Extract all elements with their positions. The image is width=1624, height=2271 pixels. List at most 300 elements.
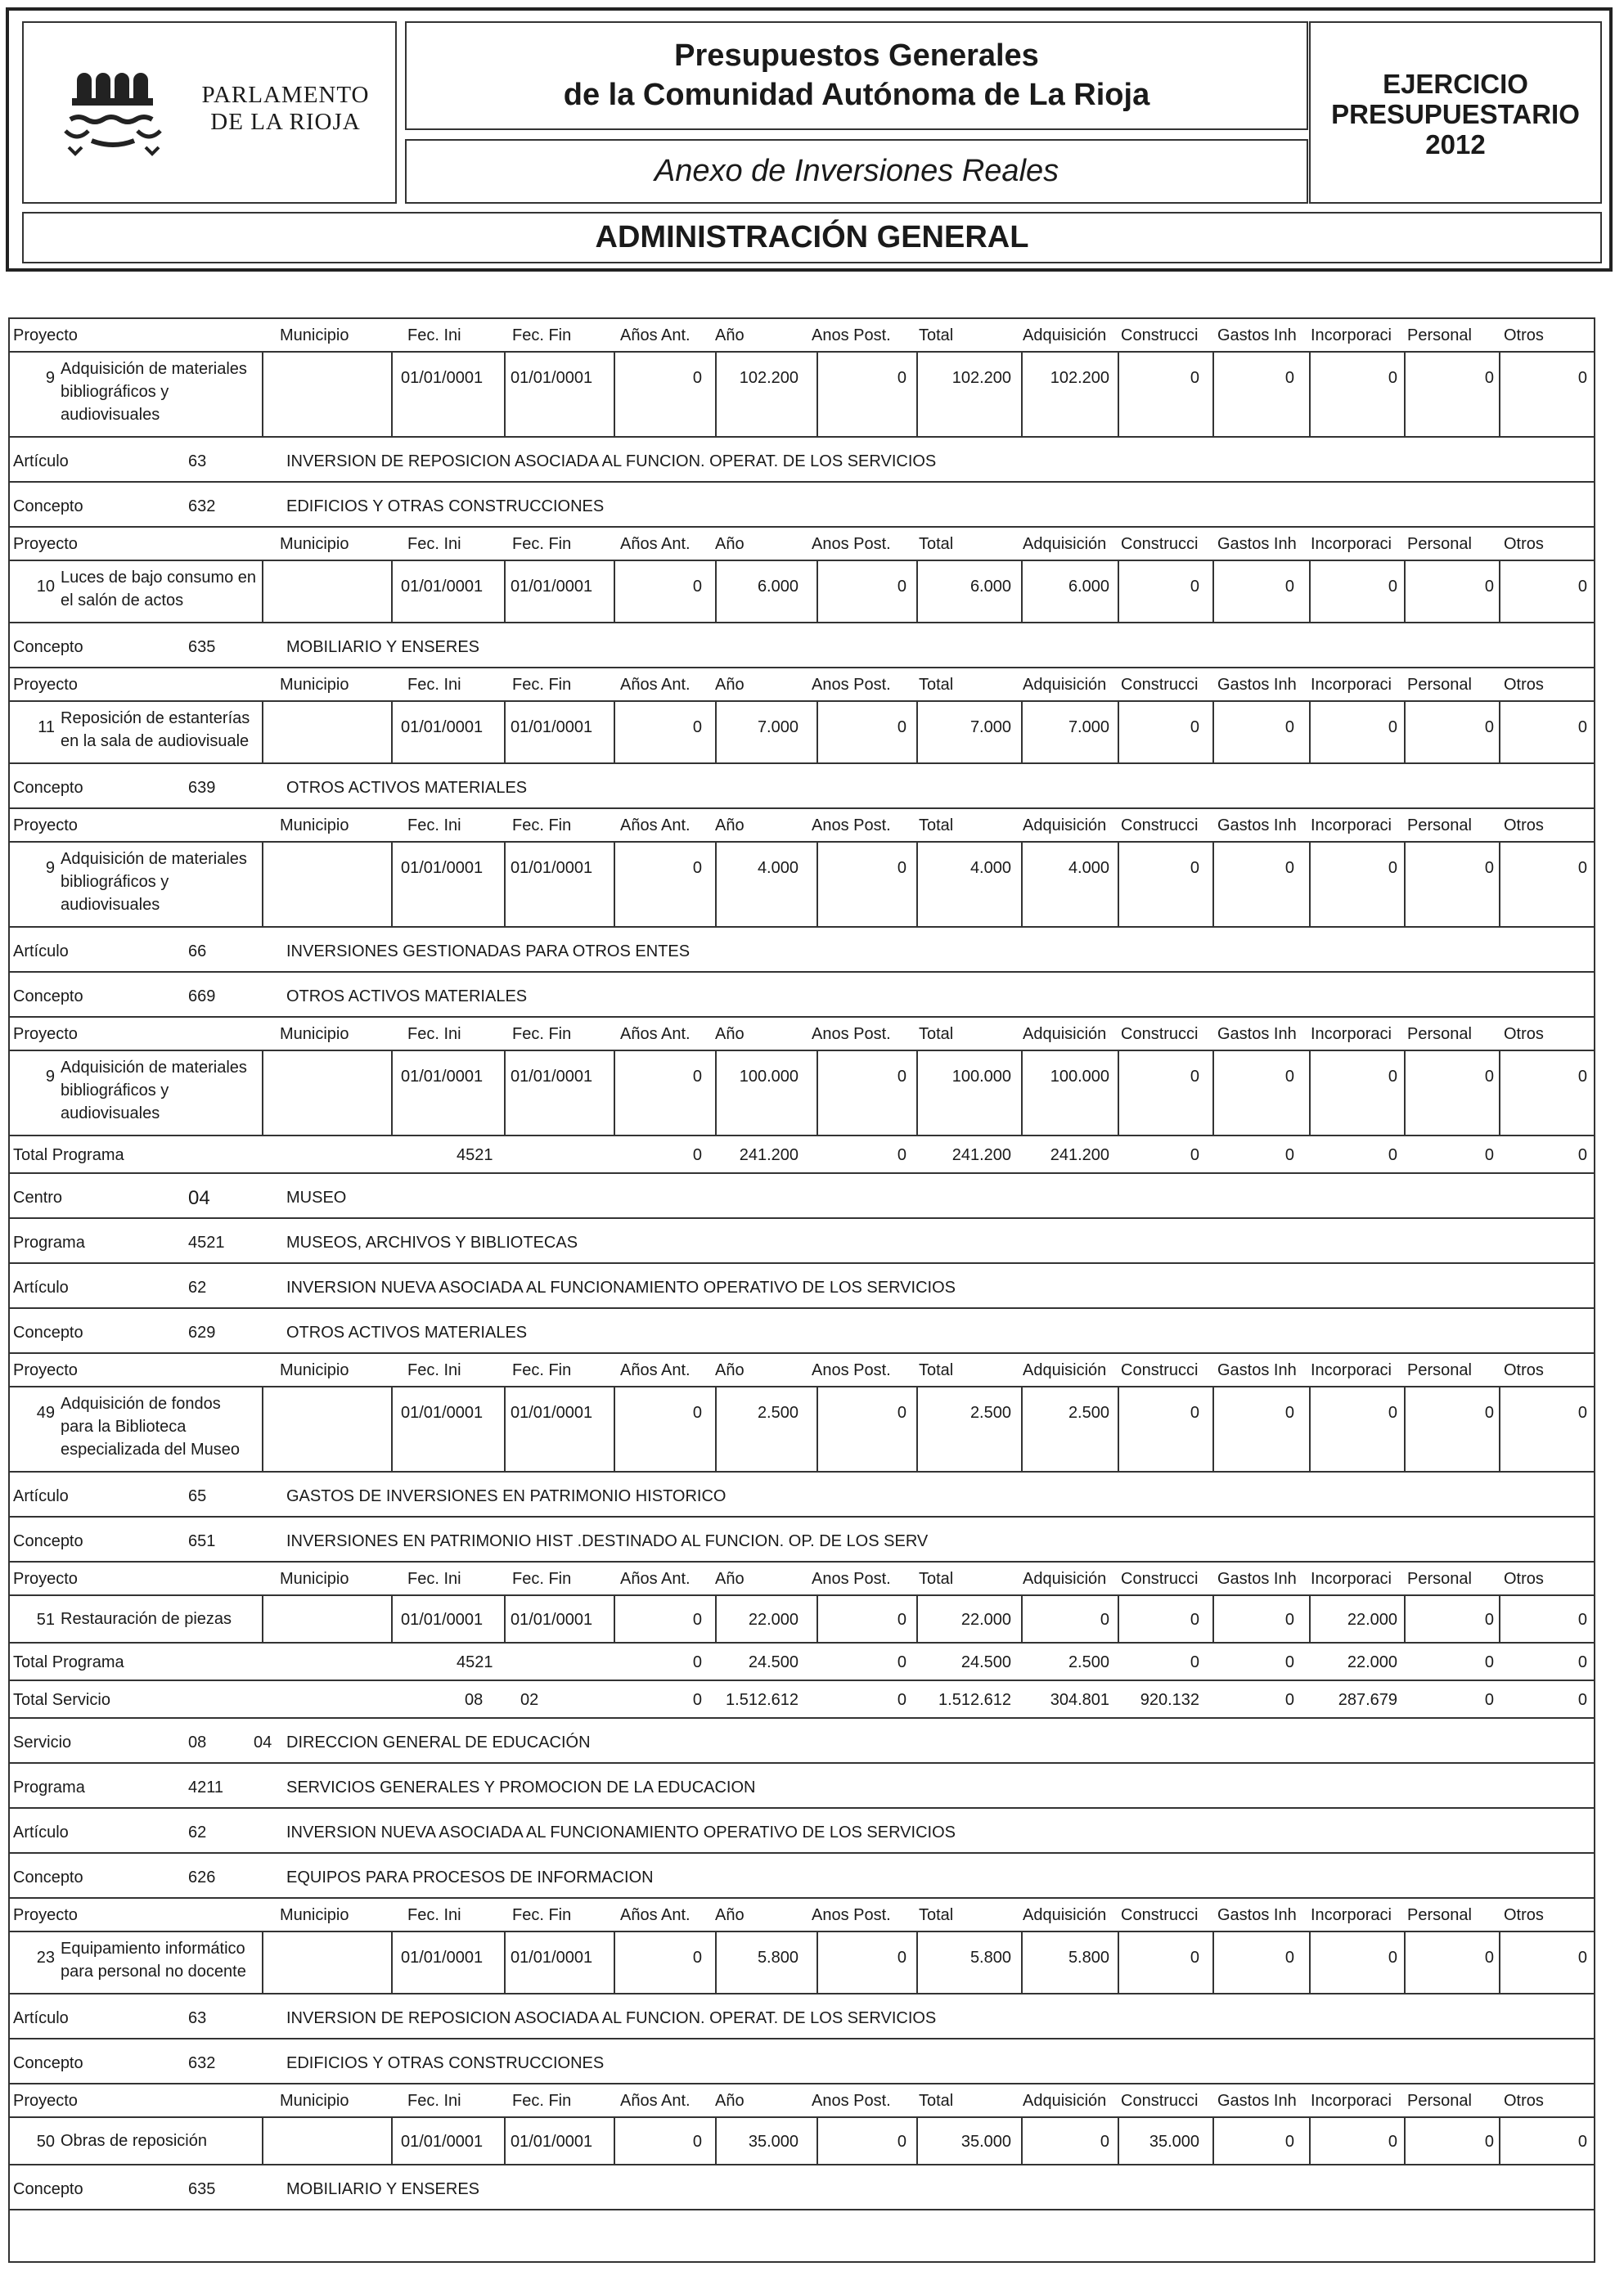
project-name [61,1608,257,1630]
column-divider [1212,561,1214,623]
column-header-7: Total [919,676,954,694]
project-number: 51 [36,1611,55,1629]
total-value-personal: 0 [1484,1653,1494,1671]
value-anospost: 0 [897,578,906,596]
project-name-line: el salón de actos [61,591,184,609]
project-row [10,1596,1594,1644]
total-value-total: 1.512.612 [938,1691,1011,1709]
group-row-artculo [10,1264,1594,1309]
column-header-3: Fec. Fin [512,2092,572,2110]
column-divider [1021,1932,1023,1994]
column-divider [262,353,263,438]
project-name-line: Adquisición de materiales [61,850,247,868]
column-header-11: Incorporaci [1311,676,1392,694]
column-divider [916,1387,918,1473]
column-header-row [10,2084,1594,2118]
column-header-4: Años Ant. [620,1906,691,1924]
group-label: Programa [13,1234,85,1252]
value-personal: 0 [1484,1611,1494,1629]
total-value-incorporaci: 0 [1388,1146,1397,1164]
value-aosant: 0 [692,1949,702,1967]
document-title-line-1: Presupuestos Generales [674,38,1039,73]
value-total: 6.000 [969,578,1011,596]
column-header-6: Anos Post. [812,1906,891,1924]
column-header-7: Total [919,326,954,344]
column-divider [1499,353,1500,438]
column-divider [504,1596,506,1644]
group-code: 65 [188,1487,207,1505]
group-label: Artículo [13,2009,69,2027]
group-description: EQUIPOS PARA PROCESOS DE INFORMACION [286,1869,654,1887]
column-header-13: Otros [1504,535,1544,553]
column-header-7: Total [919,816,954,834]
column-divider [614,561,615,623]
value-otros: 0 [1577,1611,1587,1629]
column-header-12: Personal [1407,1361,1472,1379]
value-anospost: 0 [897,369,906,387]
column-divider [1118,843,1119,928]
column-divider [1021,702,1023,764]
column-divider [816,353,818,438]
group-row-concepto [10,623,1594,668]
total-label: Total Programa [13,1653,124,1671]
group-row-concepto [10,1309,1594,1354]
column-divider [816,1387,818,1473]
value-otros: 0 [1577,1068,1587,1086]
column-divider [816,2118,818,2165]
group-row-programa [10,1764,1594,1809]
value-gastosinh: 0 [1284,1611,1294,1629]
column-header-5: Año [715,2092,745,2110]
column-header-11: Incorporaci [1311,1906,1392,1924]
group-label: Artículo [13,1279,69,1297]
project-number: 49 [36,1404,55,1422]
group-description: EDIFICIOS Y OTRAS CONSTRUCCIONES [286,2054,605,2072]
column-header-5: Año [715,1906,745,1924]
value-aosant: 0 [692,1611,702,1629]
value-anospost: 0 [897,859,906,877]
column-divider [715,1596,717,1644]
column-divider [1309,702,1311,764]
column-header-8: Adquisición [1023,1570,1107,1588]
column-header-0: Proyecto [13,1570,78,1588]
column-header-6: Anos Post. [812,326,891,344]
column-header-11: Incorporaci [1311,816,1392,834]
project-name [61,358,257,426]
total-value-otros: 0 [1577,1691,1587,1709]
value-total: 4.000 [969,859,1011,877]
column-divider [504,1051,506,1136]
column-header-1: Municipio [280,816,349,834]
value-adquisicin: 7.000 [1068,718,1109,736]
value-ao: 35.000 [748,2133,799,2151]
column-divider [391,2118,393,2165]
column-divider [1118,561,1119,623]
column-header-9: Construcci [1121,816,1199,834]
project-name-line: Adquisición de materiales [61,360,247,378]
column-header-0: Proyecto [13,326,78,344]
value-incorporaci: 0 [1388,859,1397,877]
column-header-1: Municipio [280,676,349,694]
value-aosant: 0 [692,1404,702,1422]
column-header-3: Fec. Fin [512,535,572,553]
column-header-3: Fec. Fin [512,1906,572,1924]
column-header-0: Proyecto [13,816,78,834]
total-value-personal: 0 [1484,1146,1494,1164]
column-divider [1404,353,1406,438]
column-divider [715,2118,717,2165]
project-row [10,1387,1594,1473]
start-date: 01/01/0001 [401,859,484,877]
group-code: 63 [188,2009,207,2027]
column-header-7: Total [919,1025,954,1043]
column-divider [1118,1596,1119,1644]
column-header-6: Anos Post. [812,676,891,694]
column-header-6: Anos Post. [812,1025,891,1043]
total-value-otros: 0 [1577,1146,1587,1164]
end-date: 01/01/0001 [511,578,593,596]
document-title-line-2: de la Comunidad Autónoma de La Rioja [563,78,1150,112]
column-divider [391,843,393,928]
column-header-0: Proyecto [13,1361,78,1379]
project-row [10,1932,1594,1994]
column-divider [816,1051,818,1136]
section-box [22,212,1602,263]
group-code: 669 [188,987,216,1005]
value-total: 7.000 [969,718,1011,736]
group-row-concepto [10,2039,1594,2084]
column-header-4: Años Ant. [620,1361,691,1379]
column-header-10: Gastos Inh [1217,2092,1297,2110]
end-date: 01/01/0001 [511,369,593,387]
value-adquisicin: 100.000 [1050,1068,1109,1086]
group-row-programa [10,1219,1594,1264]
column-header-9: Construcci [1121,2092,1199,2110]
column-header-row [10,1018,1594,1051]
column-divider [614,1596,615,1644]
group-label: Artículo [13,942,69,960]
value-otros: 0 [1577,1404,1587,1422]
end-date: 01/01/0001 [511,1068,593,1086]
value-incorporaci: 0 [1388,369,1397,387]
column-divider [504,1387,506,1473]
column-header-13: Otros [1504,1570,1544,1588]
total-value-anospost: 0 [897,1653,906,1671]
group-label: Concepto [13,1324,83,1342]
column-header-12: Personal [1407,1570,1472,1588]
value-construcci: 0 [1190,1068,1199,1086]
column-divider [614,353,615,438]
group-code: 4521 [188,1234,225,1252]
group-row-concepto [10,1854,1594,1899]
group-description: MOBILIARIO Y ENSERES [286,2180,480,2198]
column-divider [1212,353,1214,438]
column-divider [1118,2118,1119,2165]
project-name [61,1937,257,1983]
column-divider [916,1596,918,1644]
column-divider [504,2118,506,2165]
project-number: 9 [45,369,55,387]
title-box [405,21,1308,130]
value-ao: 7.000 [757,718,799,736]
start-date: 01/01/0001 [401,1611,484,1629]
value-personal: 0 [1484,1404,1494,1422]
value-aosant: 0 [692,578,702,596]
group-code: 639 [188,779,216,797]
column-header-13: Otros [1504,1906,1544,1924]
project-name-line: audiovisuales [61,896,160,914]
total-label: Total Programa [13,1146,124,1164]
value-anospost: 0 [897,1068,906,1086]
group-label: Centro [13,1189,63,1207]
column-divider [1404,1596,1406,1644]
total-value-total: 24.500 [960,1653,1011,1671]
column-divider [1212,843,1214,928]
column-header-12: Personal [1407,1906,1472,1924]
group-row-concepto [10,483,1594,528]
total-code: 08 [465,1691,484,1709]
project-name [61,1392,257,1461]
value-incorporaci: 0 [1388,1068,1397,1086]
column-header-13: Otros [1504,2092,1544,2110]
column-divider [715,843,717,928]
column-divider [715,1051,717,1136]
group-row-concepto [10,973,1594,1018]
group-label: Concepto [13,497,83,515]
group-code: 63 [188,452,207,470]
group-label: Servicio [13,1734,72,1752]
total-value-construcci: 0 [1190,1146,1199,1164]
value-aosant: 0 [692,718,702,736]
group-row-artculo [10,1809,1594,1854]
value-total: 22.000 [960,1611,1011,1629]
column-header-row [10,1563,1594,1596]
column-divider [816,702,818,764]
column-header-1: Municipio [280,1361,349,1379]
group-label: Concepto [13,638,83,656]
group-row-servicio [10,1719,1594,1764]
column-divider [1404,843,1406,928]
group-code: 62 [188,1824,207,1842]
group-row-concepto [10,2165,1594,2210]
total-value-gastosinh: 0 [1284,1691,1294,1709]
column-header-2: Fec. Ini [407,1361,461,1379]
logo-text-2: DE LA RIOJA [210,109,361,135]
value-construcci: 0 [1190,718,1199,736]
column-divider [262,1051,263,1136]
total-label: Total Servicio [13,1691,110,1709]
value-personal: 0 [1484,1068,1494,1086]
column-header-6: Anos Post. [812,535,891,553]
column-header-6: Anos Post. [812,816,891,834]
total-value-adquisicin: 241.200 [1050,1146,1109,1164]
column-divider [1118,1387,1119,1473]
group-row-artculo [10,1994,1594,2039]
column-divider [1021,843,1023,928]
group-code: 04 [188,1187,210,1209]
column-header-6: Anos Post. [812,1570,891,1588]
project-number: 23 [36,1949,55,1967]
column-header-5: Año [715,676,745,694]
column-divider [614,1387,615,1473]
column-header-row [10,809,1594,843]
column-header-3: Fec. Fin [512,1570,572,1588]
project-row [10,561,1594,623]
start-date: 01/01/0001 [401,718,484,736]
group-description: INVERSION NUEVA ASOCIADA AL FUNCIONAMIENTO OPERATIVO DE LOS SERVICIOS [286,1279,956,1297]
group-code: 62 [188,1279,207,1297]
column-divider [1309,2118,1311,2165]
value-gastosinh: 0 [1284,718,1294,736]
investment-table [8,317,1595,2263]
column-divider [715,353,717,438]
column-divider [916,353,918,438]
column-header-4: Años Ant. [620,816,691,834]
column-header-11: Incorporaci [1311,2092,1392,2110]
column-divider [504,702,506,764]
group-description: GASTOS DE INVERSIONES EN PATRIMONIO HISTORICO [286,1487,727,1505]
column-header-12: Personal [1407,326,1472,344]
column-header-4: Años Ant. [620,535,691,553]
column-divider [1309,1387,1311,1473]
column-divider [1404,2118,1406,2165]
group-description: EDIFICIOS Y OTRAS CONSTRUCCIONES [286,497,605,515]
group-code: 632 [188,2054,216,2072]
column-divider [1499,1387,1500,1473]
start-date: 01/01/0001 [401,1404,484,1422]
value-adquisicin: 2.500 [1068,1404,1109,1422]
column-header-2: Fec. Ini [407,1906,461,1924]
column-divider [614,2118,615,2165]
total-value-otros: 0 [1577,1653,1587,1671]
column-header-8: Adquisición [1023,676,1107,694]
column-divider [1021,2118,1023,2165]
value-personal: 0 [1484,1949,1494,1967]
column-divider [715,702,717,764]
column-header-4: Años Ant. [620,676,691,694]
column-header-12: Personal [1407,1025,1472,1043]
group-description: INVERSION DE REPOSICION ASOCIADA AL FUNCION. OPERAT. DE LOS SERVICIOS [286,2009,937,2027]
group-row-artculo [10,1473,1594,1518]
column-divider [1309,1051,1311,1136]
fiscal-year-label-1: EJERCICIO [1383,69,1528,99]
column-divider [391,1596,393,1644]
column-divider [715,1387,717,1473]
value-ao: 6.000 [757,578,799,596]
fiscal-year-label-2: PRESUPUESTARIO [1331,99,1580,129]
value-gastosinh: 0 [1284,1404,1294,1422]
column-divider [1499,2118,1500,2165]
group-row-concepto [10,1518,1594,1563]
column-header-3: Fec. Fin [512,326,572,344]
column-divider [816,561,818,623]
project-row [10,1051,1594,1136]
group-label: Concepto [13,779,83,797]
value-aosant: 0 [692,1068,702,1086]
total-value-construcci: 0 [1190,1653,1199,1671]
value-ao: 5.800 [757,1949,799,1967]
column-divider [1212,1596,1214,1644]
column-divider [1118,1932,1119,1994]
project-name [61,848,257,916]
start-date: 01/01/0001 [401,2133,484,2151]
column-divider [391,1387,393,1473]
column-divider [1212,702,1214,764]
total-value-ao: 241.200 [739,1146,799,1164]
column-divider [1021,1051,1023,1136]
total-row [10,1681,1594,1719]
column-header-10: Gastos Inh [1217,1570,1297,1588]
total-value-construcci: 920.132 [1140,1691,1199,1709]
value-total: 5.800 [969,1949,1011,1967]
column-divider [816,1596,818,1644]
value-gastosinh: 0 [1284,859,1294,877]
column-header-10: Gastos Inh [1217,1906,1297,1924]
parliament-emblem-icon [61,56,175,170]
value-gastosinh: 0 [1284,1949,1294,1967]
column-header-2: Fec. Ini [407,326,461,344]
project-name-line: en la sala de audiovisuale [61,732,250,750]
section-title: ADMINISTRACIÓN GENERAL [595,220,1029,254]
value-otros: 0 [1577,578,1587,596]
value-ao: 2.500 [757,1404,799,1422]
column-header-8: Adquisición [1023,1906,1107,1924]
value-gastosinh: 0 [1284,1068,1294,1086]
project-name-line: Reposición de estanterías [61,709,250,727]
column-header-7: Total [919,2092,954,2110]
column-header-10: Gastos Inh [1217,535,1297,553]
column-header-4: Años Ant. [620,1025,691,1043]
column-header-2: Fec. Ini [407,1025,461,1043]
project-name-line: Adquisición de materiales [61,1059,247,1077]
column-header-row [10,1354,1594,1387]
value-ao: 100.000 [739,1068,799,1086]
group-code: 651 [188,1532,216,1550]
group-row-artculo [10,928,1594,973]
logo-text-1: PARLAMENTO [201,82,370,108]
project-row [10,353,1594,438]
column-header-10: Gastos Inh [1217,326,1297,344]
column-header-7: Total [919,1906,954,1924]
project-name-line: especializada del Museo [61,1441,241,1459]
column-header-3: Fec. Fin [512,676,572,694]
column-header-7: Total [919,535,954,553]
column-header-2: Fec. Ini [407,816,461,834]
total-value-personal: 0 [1484,1691,1494,1709]
end-date: 01/01/0001 [511,1611,593,1629]
fiscal-year-value: 2012 [1425,129,1486,160]
value-ao: 102.200 [739,369,799,387]
column-divider [816,843,818,928]
total-value-aosant: 0 [692,1146,702,1164]
value-aosant: 0 [692,859,702,877]
value-adquisicin: 4.000 [1068,859,1109,877]
group-label: Concepto [13,1869,83,1887]
annex-box [405,139,1308,204]
column-header-9: Construcci [1121,535,1199,553]
total-value-ao: 24.500 [748,1653,799,1671]
group-label: Concepto [13,2054,83,2072]
group-label: Concepto [13,1532,83,1550]
total-code: 4521 [457,1146,493,1164]
value-aosant: 0 [692,369,702,387]
column-header-3: Fec. Fin [512,816,572,834]
column-header-row [10,668,1594,702]
column-header-0: Proyecto [13,2092,78,2110]
project-name-line: bibliográficos y [61,383,169,401]
total-value-ao: 1.512.612 [726,1691,799,1709]
column-header-row [10,1899,1594,1932]
